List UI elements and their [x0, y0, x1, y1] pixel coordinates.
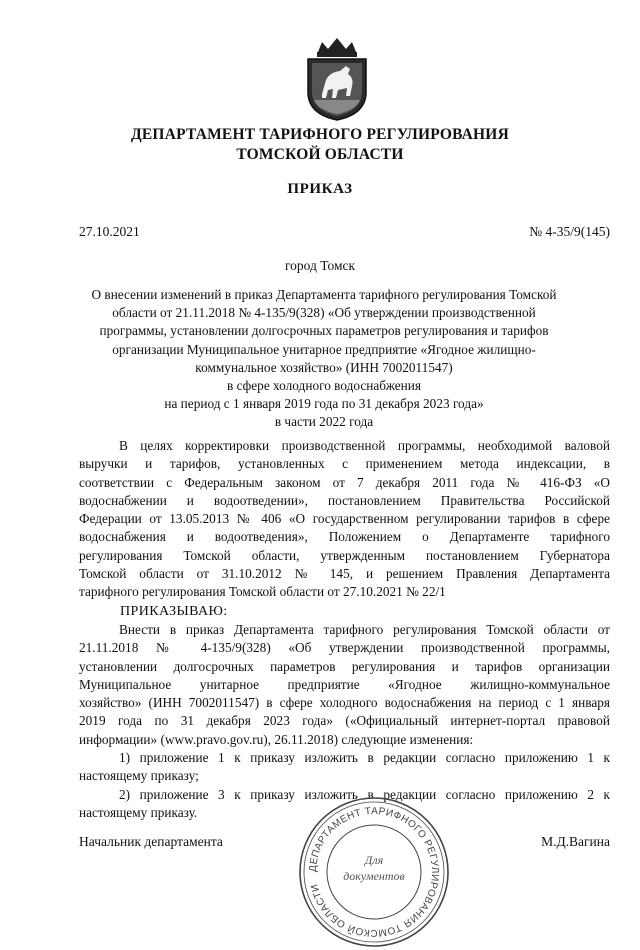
city: город Томск [284, 258, 356, 273]
preamble-line: В целях корректировки производственной программы, необходимой валовой [119, 438, 610, 453]
order-body [79, 621, 610, 822]
body-line: Внести в приказ Департамента тарифного регулирования Томской области от [119, 622, 610, 637]
body-line: Муниципальное унитарное предприятие «Ягодное жилищно-коммунальное [79, 676, 610, 692]
document-title: ПРИКАЗ [287, 181, 353, 197]
body-line: установлении долгосрочных параметров регулирования и тарифов организации [79, 658, 610, 674]
subject-line: О внесении изменений в приказ Департамента тарифного регулирования Томской [91, 287, 557, 302]
stamp-center-line2: документов [343, 869, 405, 883]
subject-line: области от 21.11.2018 № 4-135/9(328) «Об утверждении производственной [112, 305, 536, 321]
department-name-line2: ТОМСКОЙ ОБЛАСТИ [236, 146, 404, 163]
stamp-ring-text: ДЕПАРТАМЕНТ ТАРИФНОГО РЕГУЛИРОВАНИЯ ТОМСКОЙ ОБЛАСТИ [307, 805, 441, 939]
order-subject [74, 286, 574, 432]
preamble-line: водоснабжения и водоотведения», Положением о Департаменте тарифного [79, 529, 610, 545]
preamble-line: Федерации от 13.05.2013 № 406 «О государственном регулировании тарифов в сфере [79, 511, 610, 527]
subject-line: коммунальное хозяйство» (ИНН 7002011547) [195, 359, 453, 375]
official-stamp [296, 794, 452, 950]
order-number: № 4-35/9(145) [529, 224, 610, 239]
preamble-line: Томской области от 31.10.2012 № 145, и решением Правления Департамента [79, 566, 610, 582]
body-line: 21.11.2018 № 4-135/9(328) «Об утверждении производственной программы, [79, 640, 610, 656]
signature-position: Начальник департамента [79, 834, 223, 849]
department-name-line1: ДЕПАРТАМЕНТ ТАРИФНОГО РЕГУЛИРОВАНИЯ [131, 126, 509, 143]
signature-name: М.Д.Вагина [541, 834, 610, 849]
body-line: хозяйство» (ИНН 7002011547) в сфере холодного водоснабжения на период с 1 января [79, 695, 610, 711]
order-word: ПРИКАЗЫВАЮ: [120, 604, 228, 619]
body-line: информации» (www.pravo.gov.ru), 26.11.2018) следующие изменения: [79, 731, 474, 747]
subject-line: в части 2022 года [274, 414, 374, 430]
order-date: 27.10.2021 [79, 224, 140, 239]
preamble-line: соответствии с Федеральным законом от 7 декабря 2011 года № 416-ФЗ «О [79, 474, 610, 490]
subject-line: на период с 1 января 2019 года по 31 декабря 2023 года» [164, 396, 484, 412]
body-line: настоящему приказу. [79, 804, 198, 820]
coat-of-arms-icon [300, 34, 374, 122]
preamble-paragraph [79, 437, 610, 602]
preamble-line: выручки и тарифов, установленных с применением метода индексации, в [79, 456, 610, 472]
subject-line: программы, установлении долгосрочных параметров регулирования и тарифов [99, 323, 549, 339]
body-line: 1) приложение 1 к приказу изложить в редакции согласно приложению 1 к [119, 750, 610, 766]
subject-line: организации Муниципальное унитарное предприятие «Ягодное жилищно- [112, 341, 536, 357]
preamble-line: регулирования Томской области, утвержденным постановлением Губернатора [79, 547, 610, 563]
body-line: 2) приложение 3 к приказу изложить в редакции согласно приложению 2 к [119, 786, 610, 802]
subject-line: в сфере холодного водоснабжения [226, 378, 421, 394]
preamble-line: тарифного регулирования Томской области от 27.10.2021 № 22/1 [79, 584, 446, 600]
body-line: 2019 года по 31 декабря 2023 года» («Официальный интернет-портал правовой [79, 713, 610, 729]
stamp-center-line1: Для [364, 853, 384, 867]
body-line: настоящему приказу; [79, 768, 199, 784]
preamble-line: водоснабжении и водоотведении», постановлением Правительства Российской [79, 492, 610, 508]
